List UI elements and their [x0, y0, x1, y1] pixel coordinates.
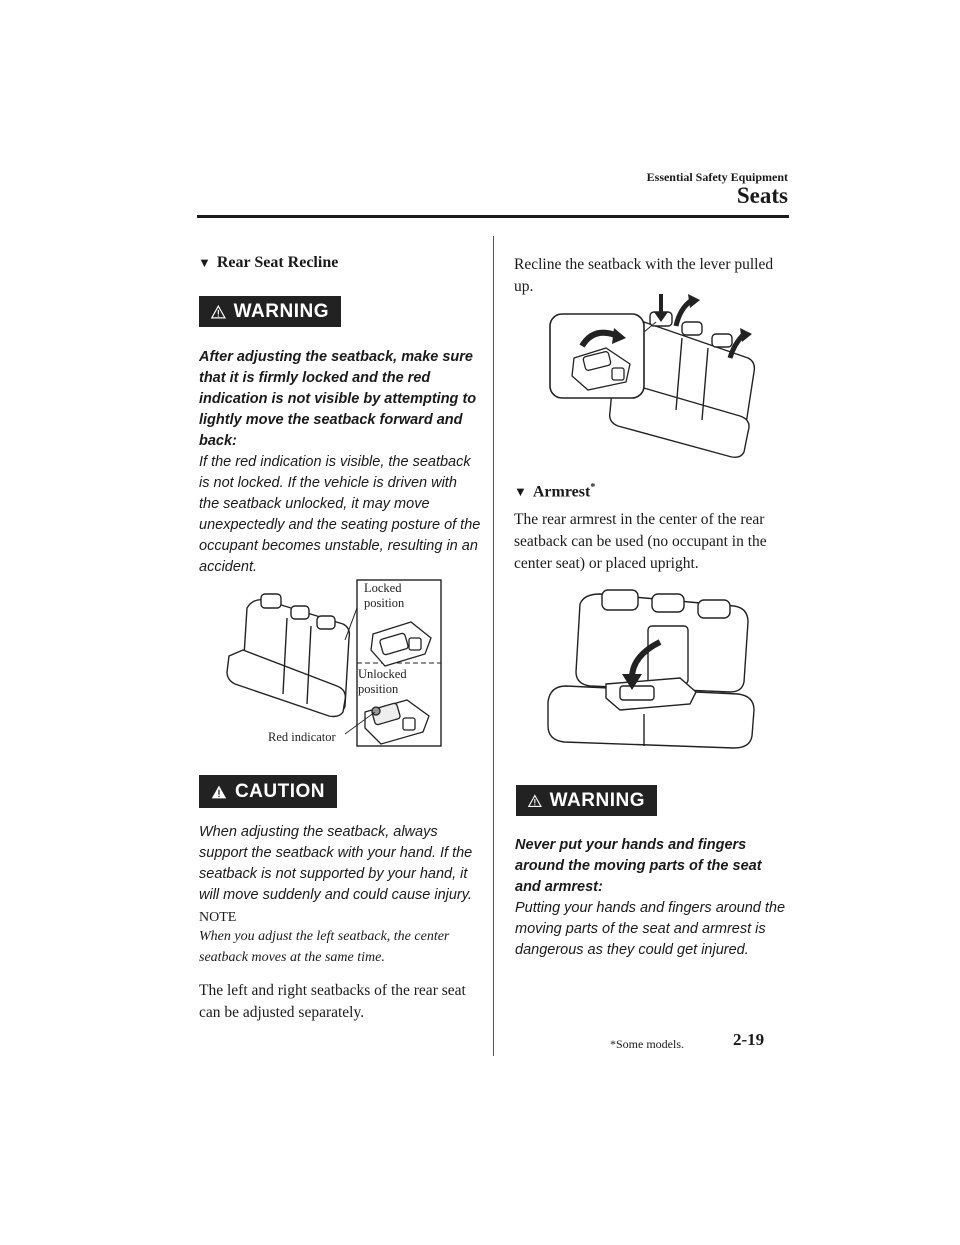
triangle-marker-icon: ▼ [514, 484, 527, 500]
lever-pull-figure [548, 292, 774, 464]
warning-badge: WARNING [199, 296, 341, 327]
left-paragraph: The left and right seatbacks of the rear seat can be adjusted separately. [199, 982, 466, 1021]
armrest-paragraph: The rear armrest in the center of the rear seatback can be used (no occupant in the center seat) or placed upright. [514, 511, 767, 572]
heading-armrest: ▼ Armrest* [514, 482, 596, 501]
warning1-text-block [199, 347, 481, 578]
warning1-text: If the red indication is visible, the seatback is not locked. If the vehicle is driven with the seatback unlocked, it may move unexpectedly and the seating posture of the occupant becomes unstable, resulting in an accident. [199, 454, 481, 575]
label-red-indicator: Red indicator [268, 730, 336, 744]
page-number: 2-19 [733, 1030, 765, 1049]
footnote-marker: * [590, 482, 596, 493]
armrest-figure [544, 586, 760, 752]
note-text: When you adjust the left seatback, the center seatback moves at the same time. [199, 929, 450, 965]
footnote: *Some models. [610, 1037, 684, 1051]
caution-text: When adjusting the seatback, always support the seatback with your hand. If the seatback is not supported by your hand, it will move suddenly and could cause injury. [199, 824, 473, 903]
caution-badge: CAUTION [199, 775, 337, 808]
warning-badge-2: WARNING [516, 785, 657, 816]
recline-instruction: Recline the seatback with the lever pulled up. [514, 256, 774, 295]
warning2-text: Putting your hands and fingers around the moving parts of the seat and armrest is dangerous as they could get injured. [515, 900, 786, 958]
warning-triangle-icon [528, 792, 542, 810]
note-label: NOTE [199, 910, 237, 925]
section-title: Essential Safety Equipment [646, 170, 788, 184]
heading-rear-seat-recline: ▼ Rear Seat Recline [198, 254, 339, 271]
column-divider [493, 236, 494, 1056]
caution-triangle-icon [211, 783, 227, 801]
warning2-bold-text: Never put your hands and fingers around the moving parts of the seat and armrest: [515, 837, 762, 895]
warning2-text-block [515, 835, 791, 961]
triangle-marker-icon: ▼ [198, 255, 211, 270]
warning1-bold-text: After adjusting the seatback, make sure that it is firmly locked and the red indication is not visible by attempting to lightly move the seatback forward and back: [199, 349, 477, 449]
page-title: Seats [736, 183, 788, 208]
label-unlocked-position: Unlocked position [358, 667, 407, 696]
label-locked-position: Locked position [364, 581, 405, 610]
header-rule [197, 215, 789, 218]
warning-triangle-icon [211, 303, 226, 321]
note-block [199, 910, 484, 968]
